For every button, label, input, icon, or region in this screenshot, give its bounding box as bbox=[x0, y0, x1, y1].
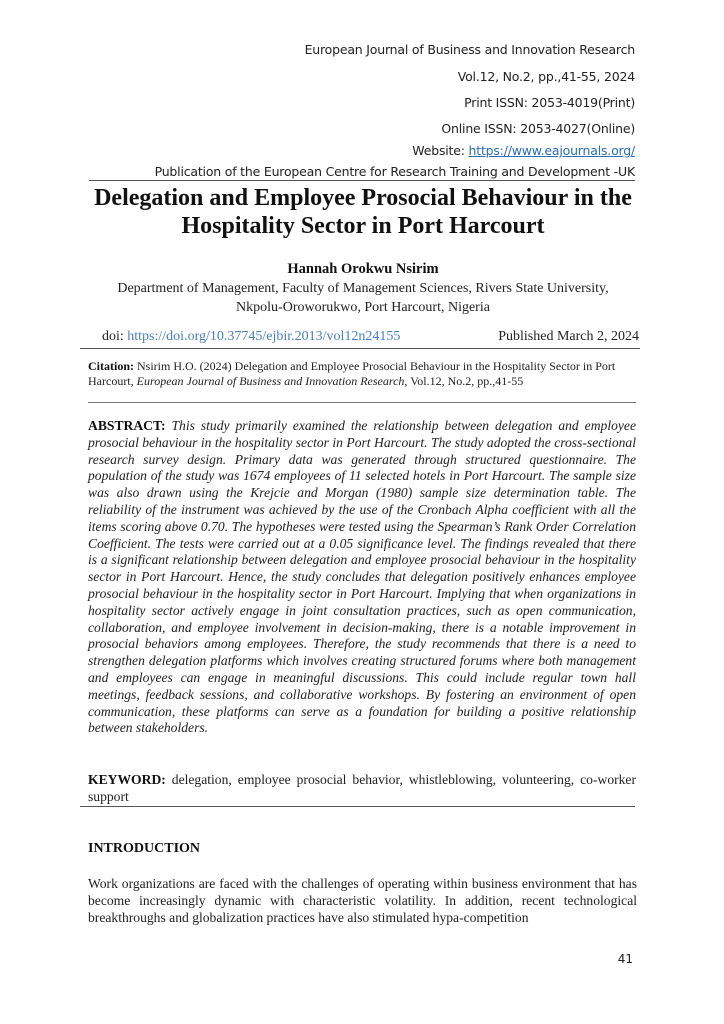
keywords-text: delegation, employee prosocial behavior, whistleblowing, volunteering, co-worker support bbox=[88, 772, 636, 804]
citation-details: , Vol.12, No.2, pp.,41-55 bbox=[404, 374, 524, 388]
published-date: Published March 2, 2024 bbox=[498, 329, 639, 344]
header-divider bbox=[89, 180, 635, 181]
citation-divider bbox=[88, 402, 636, 403]
doi-line bbox=[102, 329, 400, 345]
keywords bbox=[88, 772, 636, 806]
citation-label: Citation: bbox=[88, 359, 134, 373]
citation-text: Nsirim H.O. (2024) Delegation and Employee Prosocial Behaviour in the Hospitality Sector in Port Harcourt, bbox=[88, 359, 616, 388]
affiliation-line-1: Department of Management, Faculty of Management Sciences, Rivers State University, bbox=[117, 281, 609, 296]
keywords-divider bbox=[80, 806, 635, 807]
abstract-label: ABSTRACT: bbox=[88, 418, 166, 433]
keywords-label: KEYWORD: bbox=[88, 772, 166, 787]
abstract-text: This study primarily examined the relationship between delegation and employee prosocial behaviour in the hospitality sector in Port Harcourt. The study adopted the cross-sectional research survey design. Primary data was generated through structured questionnaire. The population of the study was 1674 employees of 11 selected hotels in Port Harcourt. The sample size was also drawn using the Krejcie and Morgan (1980) sample size determination table. The reliability of the instrument was achieved by the use of the Cronbach Alpha coefficient with all the items scoring above 0.70. The hypotheses were tested using the Spearman’s Rank Order Correlation Coefficient. The tests were carried out at a 0.05 significance level. The findings revealed that there is a significant relationship between delegation and employee prosocial behaviour in the hospitality sector in Port Harcourt. Hence, the study concludes that delegation positively enhances employee prosocial behaviour in the hospitality sector in Port Harcourt. Implying that when organizations in hospitality sector actively engage in joint consultation practices, such as open communication, collaboration, and employee involvement in decision-making, there is a notable improvement in prosocial behaviors among employees. Therefore, the study recommends that there is a need to strengthen delegation platforms which involves creating structured forums where both management and employees can engage in meaningful discussions. This could include regular town hall meetings, feedback sessions, and collaborative workshops. By fostering an environment of open communication, these platforms can serve as a foundation for building a positive relationship between stakeholders. bbox=[88, 418, 636, 736]
introduction-heading: INTRODUCTION bbox=[88, 841, 201, 856]
citation-journal: European Journal of Business and Innovation Research bbox=[136, 374, 405, 388]
website-link[interactable]: https://www.eajournals.org/ bbox=[468, 143, 635, 158]
online-issn: Online ISSN: 2053-4027(Online) bbox=[441, 121, 635, 136]
journal-website bbox=[412, 143, 635, 158]
introduction-text: Work organizations are faced with the challenges of operating within business environment that has become increasingly dynamic with characteristic volatility. In addition, recent technological breakthroughs and globalization practices have also stimulated hypa-competition bbox=[88, 876, 637, 925]
article-title: Delegation and Employee Prosocial Behaviour in the Hospitality Sector in Port Harcourt bbox=[94, 185, 632, 239]
doi-link[interactable]: https://doi.org/10.37745/ejbir.2013/vol12n24155 bbox=[127, 329, 401, 344]
citation bbox=[88, 359, 648, 389]
doi-label: doi: bbox=[102, 329, 128, 344]
doi-divider bbox=[80, 348, 640, 349]
author-affiliation bbox=[60, 279, 666, 317]
website-label: Website: bbox=[412, 143, 469, 158]
author-name: Hannah Orokwu Nsirim bbox=[287, 261, 439, 277]
journal-name: European Journal of Business and Innovation Research bbox=[304, 42, 635, 57]
journal-volume: Vol.12, No.2, pp.,41-55, 2024 bbox=[457, 69, 635, 84]
print-issn: Print ISSN: 2053-4019(Print) bbox=[464, 95, 635, 110]
publisher-line: Publication of the European Centre for Research Training and Development -UK bbox=[154, 164, 635, 179]
abstract bbox=[88, 418, 636, 737]
affiliation-line-2: Nkpolu-Oroworukwo, Port Harcourt, Nigeria bbox=[236, 300, 490, 315]
page-number: 41 bbox=[617, 952, 633, 966]
